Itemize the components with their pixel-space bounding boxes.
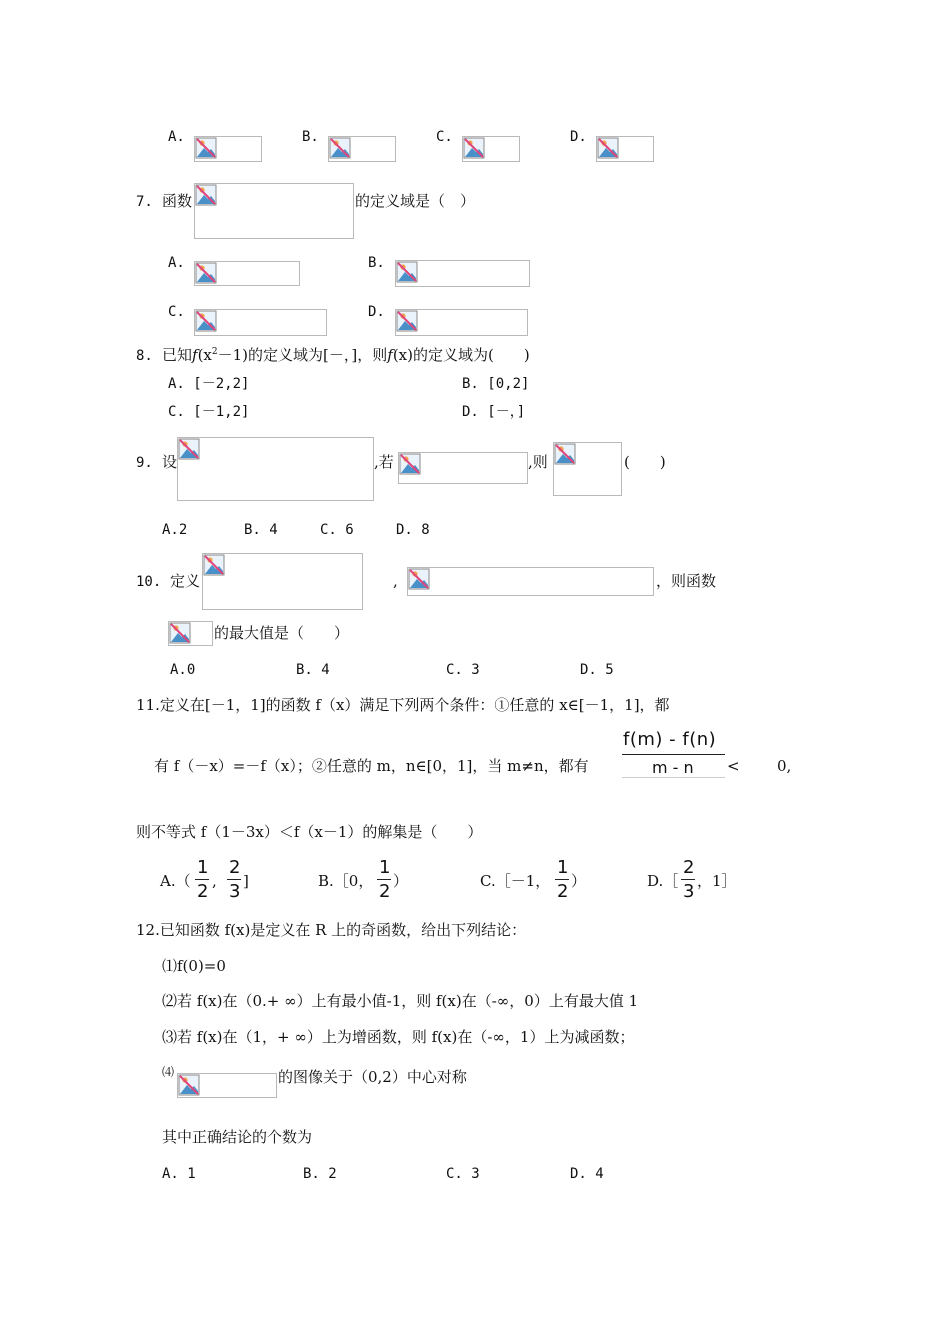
q11-optA-den1: 2 bbox=[197, 881, 209, 902]
q11-line3: 则不等式 f（1－3x）＜f（x－1）的解集是（ ） bbox=[136, 823, 483, 841]
broken-image-icon bbox=[177, 437, 374, 501]
q11-optD-den: 3 bbox=[683, 881, 695, 902]
q10-comma: , bbox=[393, 572, 398, 590]
broken-image-glyph bbox=[203, 554, 225, 576]
q11-fraction-denominator: m - n bbox=[652, 758, 694, 777]
broken-image-glyph bbox=[169, 622, 191, 644]
q11-optB-num: 1 bbox=[379, 857, 391, 878]
q11-option-b-pre: B.［0， bbox=[318, 872, 374, 890]
broken-image-icon bbox=[168, 621, 213, 646]
q10-option-a: A.0 bbox=[170, 662, 196, 678]
broken-image-icon bbox=[395, 260, 530, 287]
q11-fraction-frame bbox=[622, 777, 725, 778]
q10-option-d: D. 5 bbox=[580, 662, 614, 678]
q6-option-d-label: D. bbox=[570, 129, 587, 145]
q7-text-pre: 函数 bbox=[162, 192, 193, 210]
q11-optA-num1: 1 bbox=[197, 857, 209, 878]
q9-text-end: ( ) bbox=[624, 453, 666, 471]
broken-image-icon bbox=[407, 567, 654, 596]
q11-optA-num2: 2 bbox=[229, 857, 241, 878]
broken-image-icon bbox=[177, 1073, 277, 1098]
broken-image-glyph bbox=[178, 438, 200, 460]
q11-fraction-numerator: f(m) - f(n) bbox=[623, 729, 717, 750]
q11-line2: 有 f（－x）=－f（x）；②任意的 m，n∈[0，1]，当 m≠n，都有 bbox=[154, 757, 589, 775]
q9-text-mid2: ,则 bbox=[528, 453, 548, 471]
q12-option-a: A. 1 bbox=[162, 1166, 196, 1182]
q11-option-b-post: ） bbox=[393, 872, 409, 890]
q9-text-mid1: ,若 bbox=[374, 453, 394, 471]
q11-option-d-post: ，1］ bbox=[697, 872, 737, 890]
q6-option-b-label: B. bbox=[302, 129, 319, 145]
q11-optD-num: 2 bbox=[683, 857, 695, 878]
q11-fraction-bar bbox=[622, 754, 725, 755]
q6-option-c-label: C. bbox=[436, 129, 453, 145]
q7-option-c-label: C. bbox=[168, 304, 185, 320]
q11-optB-den: 2 bbox=[379, 881, 391, 902]
q12-conclusion-4-num: ⑷ bbox=[162, 1065, 175, 1079]
q11-lt: < bbox=[727, 757, 740, 775]
broken-image-glyph bbox=[178, 1074, 200, 1096]
q11-option-c-pre: C.［－1， bbox=[480, 872, 551, 890]
broken-image-glyph bbox=[396, 261, 418, 283]
q10-number: 10. bbox=[136, 574, 162, 590]
q8-number: 8. bbox=[136, 348, 153, 364]
broken-image-icon bbox=[194, 136, 262, 162]
q12-conclusion-1: ⑴f(0)=0 bbox=[162, 957, 226, 975]
q6-option-a-label: A. bbox=[168, 129, 185, 145]
q10-text-post: ，则函数 bbox=[656, 572, 717, 590]
broken-image-glyph bbox=[396, 310, 418, 332]
q12-option-c: C. 3 bbox=[446, 1166, 480, 1182]
q11-optA-den2: 3 bbox=[229, 881, 241, 902]
q9-option-c: C. 6 bbox=[320, 522, 354, 538]
q9-option-b: B. 4 bbox=[244, 522, 278, 538]
broken-image-icon bbox=[462, 136, 520, 162]
q11-optA-comma: , bbox=[212, 872, 217, 890]
q10-option-b: B. 4 bbox=[296, 662, 330, 678]
broken-image-glyph bbox=[195, 310, 217, 332]
q11-option-a-post: ] bbox=[243, 872, 249, 890]
broken-image-icon bbox=[553, 442, 622, 496]
q8-option-c: C. [－1,2] bbox=[168, 404, 250, 420]
q8-option-d: D. [－，] bbox=[462, 404, 526, 420]
broken-image-glyph bbox=[554, 443, 576, 465]
q12-conclusion-2: ⑵若 f(x)在（0.+ ∞）上有最小值-1，则 f(x)在（-∞，0）上有最大值 1 bbox=[162, 992, 639, 1010]
q12-conclusion-3: ⑶若 f(x)在（1，+ ∞）上为增函数，则 f(x)在（-∞，1）上为减函数； bbox=[162, 1028, 635, 1046]
broken-image-glyph bbox=[195, 184, 217, 206]
broken-image-glyph bbox=[195, 262, 217, 284]
q11-zero: 0, bbox=[777, 757, 792, 775]
frac-bar bbox=[195, 879, 209, 880]
q10-text-pre: 定义 bbox=[170, 572, 201, 590]
broken-image-glyph bbox=[463, 137, 485, 159]
broken-image-glyph bbox=[399, 453, 421, 475]
q12-option-b: B. 2 bbox=[303, 1166, 337, 1182]
broken-image-glyph bbox=[195, 137, 217, 159]
q9-option-a: A.2 bbox=[162, 522, 188, 538]
broken-image-icon bbox=[596, 136, 654, 162]
q8-option-a: A. [－2,2] bbox=[168, 376, 250, 392]
q11-option-c-post: ） bbox=[571, 872, 587, 890]
q11-option-d-pre: D.［ bbox=[647, 872, 679, 890]
q7-number: 7. bbox=[136, 194, 153, 210]
q8-option-b: B. [0,2] bbox=[462, 376, 530, 392]
q7-text-post: 的定义域是（ ） bbox=[355, 192, 476, 210]
q11-line1: 11.定义在[－1，1]的函数 f（x）满足下列两个条件：①任意的 x∈[－1，1]，都 bbox=[136, 696, 670, 714]
broken-image-icon bbox=[194, 261, 300, 286]
q12-option-d: D. 4 bbox=[570, 1166, 604, 1182]
q12-conclusion-4-text: 的图像关于（0,2）中心对称 bbox=[278, 1068, 467, 1086]
broken-image-icon bbox=[395, 309, 528, 336]
broken-image-glyph bbox=[408, 568, 430, 590]
frac-bar bbox=[227, 879, 241, 880]
broken-image-glyph bbox=[329, 137, 351, 159]
q12-title: 12.已知函数 f(x)是定义在 R 上的奇函数，给出下列结论： bbox=[136, 921, 527, 939]
q7-option-d-label: D. bbox=[368, 304, 385, 320]
frac-bar bbox=[681, 879, 695, 880]
frac-bar bbox=[377, 879, 391, 880]
q10-option-c: C. 3 bbox=[446, 662, 480, 678]
q7-option-a-label: A. bbox=[168, 255, 185, 271]
q12-ask: 其中正确结论的个数为 bbox=[162, 1128, 313, 1146]
q7-option-b-label: B. bbox=[368, 255, 385, 271]
frac-bar bbox=[555, 879, 569, 880]
q11-option-a-pre: A.（ bbox=[160, 872, 191, 890]
broken-image-icon bbox=[194, 309, 327, 336]
broken-image-icon bbox=[328, 136, 396, 162]
q11-optC-num: 1 bbox=[557, 857, 569, 878]
q9-text-pre: 设 bbox=[162, 453, 178, 471]
q8-text: 已知$f(x^2-1)$的定义域为[－，]，则f(x)的定义域为( ) bbox=[162, 346, 530, 364]
broken-image-icon bbox=[202, 553, 363, 610]
q11-optC-den: 2 bbox=[557, 881, 569, 902]
broken-image-icon bbox=[194, 183, 354, 239]
broken-image-icon bbox=[398, 452, 528, 484]
q9-number: 9. bbox=[136, 455, 153, 471]
broken-image-glyph bbox=[597, 137, 619, 159]
q10-line2: 的最大值是（ ） bbox=[214, 624, 350, 642]
q9-option-d: D. 8 bbox=[396, 522, 430, 538]
